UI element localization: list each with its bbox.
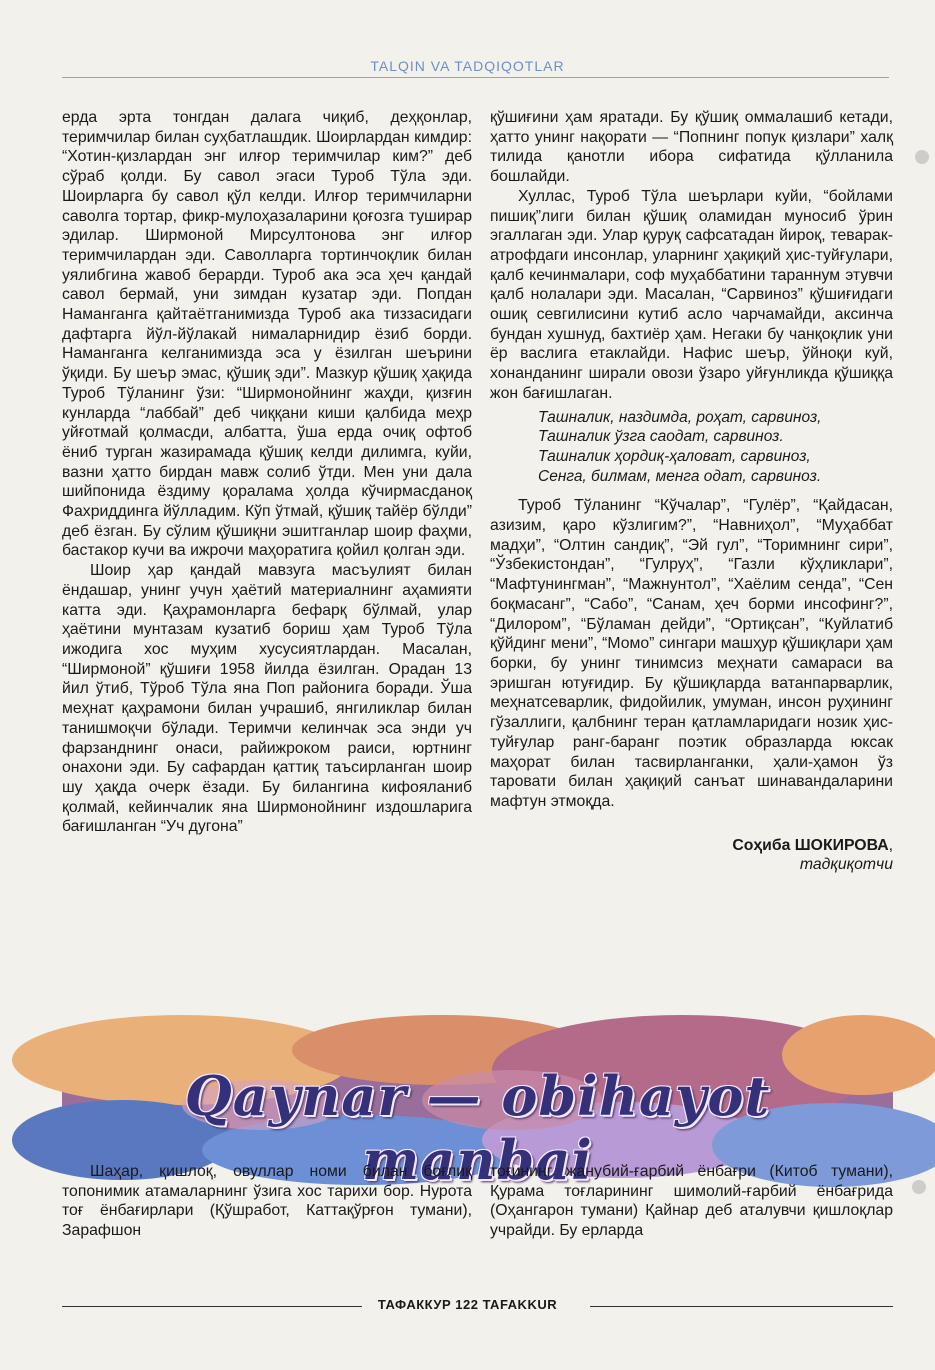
paragraph: қўшиғини ҳам яратади. Бу қўшиқ оммалашиб кетади, ҳатто унинг нақорати — “Попнинг попук қизлари” халқ тилида қанотли ибора сифатида қўлланила бошлайди. xyxy=(490,109,893,186)
paper-smudge xyxy=(915,150,929,164)
paragraph: Хуллас, Туроб Тўла шеърлари куйи, “бойлами пишиқ”лиги билан қўшиқ оламидан муносиб ўрин эгаллаган эди. Улар қуруқ сафсатадан йироқ, теварак-атрофдаги инсонлар, уларнинг ҳақиқий ҳис-туйғулари, қалб кечинмалари, соф муҳаббатини тараннум этувчи қалб нолалари эди. Масалан, “Сарвиноз” қўшиғидаги ошиқ севгилисини кутиб асло чарчамайди, аксинча бундан хушнуд, бахтиёр ҳам. Негаки бу чанқоқлик уни ёр васлига етаклайди. Нафис шеър, ўйноқи куй, хонанданинг ширали овози ўзаро уйғунликда қўшиққа жон бағишлаган. xyxy=(490,187,893,402)
header-rule xyxy=(62,77,889,78)
paper-smudge xyxy=(912,1180,926,1194)
paragraph: тоғининг жанубий-ғарбий ёнбағри (Китоб тумани), Қурама тоғларининг шимолий-ғарбий ёнбағрида (Оҳангарон тумани) Қайнар деб аталувчи қишлоқлар учрайди. Бу ерларда xyxy=(490,1163,893,1240)
article-title: Qaynar — obihayot manbai xyxy=(184,1064,771,1192)
paragraph: ерда эрта тонгдан далага чиқиб, деҳқонлар, теримчилар билан суҳбатлашдик. Шоирлардан кимдир: “Хотин-қизлардан энг илғор теримчилар ким?” деб сўраб қолди. Бу савол эгаси Туроб Тўла эди. Шоирларга бу савол қўл келди. Илғор теримчиларни саволга тортар, фикр-мулоҳазаларини қоғозга туширар эдилар. Ширмоной Мирсултонова энг илғор теримчилардан эди. Саволларга тортинчоқлик билан уялибгина жавоб берарди. Туроб ака эса ҳеч қандай савол бермай, уни зимдан кузатар эди. Попдан Наманганга қайтаётганимизда Туроб ака тиззасидаги дафтарга йўл-йўлакай нималарнидир ёзиб борди. Наманганга келганимизда эса у ёзилган шеърини ўқиди. Бу шеър эмас, қўшиқ эди”. Мазкур қўшиқ ҳақида Туроб Тўланинг ўзи: “Ширмонойнинг жаҳди, қизғин кунларда “лаббай” деб чиққани киши қалбида меҳр уйғотмай қолмасди, албатта, ўша ерда очиқ офтоб ёниб турган жазирамада қўшиқ келди дилимга, куйи, вазни ҳатто бирдан мавж солиб ўтди. Мен уни дала шийпонида ёздиму қоралама ҳолда кўчирмасданоқ Фахриддинга йўлладим. Кўп ўтмай, қўшиқ тайёр бўлди” деб ёзган. Бу сўлим қўшиқни эшитганлар шоир фаҳми, бастакор кучи ва ижрочи маҳоратига қойил қолган эди. xyxy=(62,109,472,560)
bottom-right-column xyxy=(490,1162,893,1241)
paragraph: Туроб Тўланинг “Кўчалар”, “Гулёр”, “Қайдасан, азизим, қаро кўзлигим?”, “Навниҳол”, “Муҳаббат мадҳи”, “Олтин сандиқ”, “Эй гул”, “Торимнинг сири”, “Ўзбекистондан”, “Гулруҳ”, “Газли кўҳликлари”, “Мафтунингман”, “Мажнунтол”, “Хаёлим сенда”, “Сен боқмасанг”, “Сабо”, “Санам, ҳеч борми инсофинг?”, “Дилором”, “Бўламан дейди”, “Ортиқсан”, “Куйлатиб қўйдинг мени”, “Момо” сингари машҳур қўшиқлари ҳам борки, бу унинг тинимсиз меҳнати самараси ва эришган ютуғидир. Бу қўшиқларда ватанпарварлик, меҳнатсеварлик, фидойилик, умуман, инсон руҳининг гўзаллиги, қалбнинг теран қатламларидаги нозик ҳис-туйғулар ранг-баранг поэтик образларда юксак маҳорат билан тасвирланганки, ҳали-ҳамон ўз таровати билан ҳақиқий санъат шинавандаларини мафтун этмоқда. xyxy=(490,497,893,810)
bottom-left-column xyxy=(62,1162,472,1241)
left-column xyxy=(62,108,472,837)
author-signature: Соҳиба ШОКИРОВА, тадқиқотчи xyxy=(490,836,893,875)
poem-line: Сенга, билмам, менга одат, сарвиноз. xyxy=(538,467,822,485)
paragraph: Шоир ҳар қандай мавзуга масъулият билан ёндашар, унинг учун ҳаётий материалнинг аҳамияти катта эди. Қаҳрамонларга бефарқ бўлмай, улар ҳаётини мунтазам кузатиб бориш ҳам Туроб Тўла ижодига хос муҳим хусусиятлардан. Масалан, “Ширмоной” қўшиғи 1958 йилда ёзилган. Орадан 13 йил ўтиб, Тўроб Тўла яна Поп районига боради. Ўша меҳнат қаҳрамони билан учрашиб, янгиликлар билан танишмоқчи бўлади. Теримчи келинчак эса энди уч фарзанднинг онаси, райижроком раиси, юртнинг онахони эди. Бу сафардан қаттиқ таъсирланган шоир шу ҳақда очерк ёзади. Бу билангина кифояланиб қолмай, кейинчалик яна Ширмонойнинг издошларига бағишланган “Уч дугона” xyxy=(62,562,472,836)
page-footer: ТАФАККУР 122 TAFAKKUR xyxy=(377,1297,558,1312)
paragraph: Шаҳар, қишлоқ, овуллар номи билан боғлиқ топонимик атамаларнинг ўзига хос тарихи бор. Нурота тоғ ёнбағирлари (Қўшработ, Каттақўрғон тумани), Зарафшон xyxy=(62,1163,472,1240)
section-header: TALQIN VA TADQIQOTLAR xyxy=(370,58,565,74)
poem-line: Ташналик, наздимда, роҳат, сарвиноз, xyxy=(538,408,822,426)
poem-line: Ташналик ҳордиқ-ҳаловат, сарвиноз, xyxy=(538,447,811,465)
poem-quote xyxy=(538,408,893,487)
article-banner xyxy=(62,1040,893,1192)
right-column xyxy=(490,108,893,875)
author-role: тадқиқотчи xyxy=(799,856,893,874)
poem-line: Ташналик ўзга саодат, сарвиноз. xyxy=(538,428,784,446)
author-name: Соҳиба ШОКИРОВА xyxy=(732,836,889,854)
